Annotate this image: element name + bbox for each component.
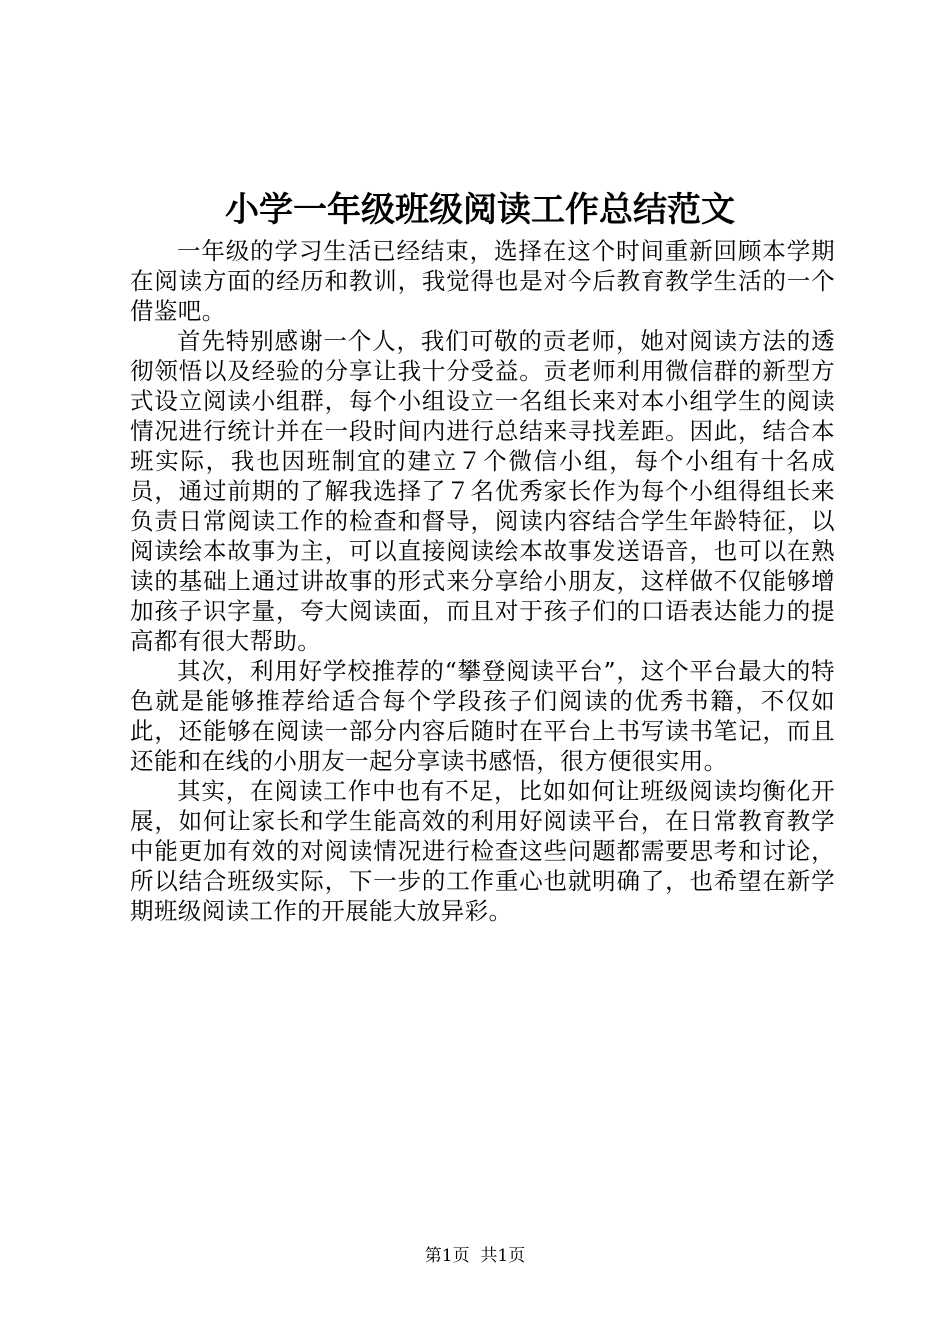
page-footer	[0, 1244, 950, 1268]
paragraph-2: 首先特别感谢一个人，我们可敬的贡老师，她对阅读方法的透彻领悟以及经验的分享让我十分受益。贡老师利用微信群的新型方式设立阅读小组群，每个小组设立一名组长来对本小组学生的阅读情况进行统计并在一段时间内进行总结来寻找差距。因此，结合本班实际，我也因班制宜的建立７个微信小组，每个小组有十名成员，通过前期的了解我选择了７名优秀家长作为每个小组得组长来负责日常阅读工作的检查和督导，阅读内容结合学生年龄特征，以阅读绘本故事为主，可以直接阅读绘本故事发送语音，也可以在熟读的基础上通过讲故事的形式来分享给小朋友，这样做不仅能够增加孩子识字量，夸大阅读面，而且对于孩子们的口语表达能力的提高都有很大帮助。	[130, 327, 835, 655]
paragraph-4: 其实，在阅读工作中也有不足，比如如何让班级阅读均衡化开展，如何让家长和学生能高效的利用好阅读平台，在日常教育教学中能更加有效的对阅读情况进行检查这些问题都需要思考和讨论，所以结合班级实际，下一步的工作重心也就明确了，也希望在新学期班级阅读工作的开展能大放异彩。	[130, 777, 835, 925]
page-number: 第1页	[424, 1246, 470, 1266]
paragraph-3: 其次，利用好学校推荐的“攀登阅读平台”，这个平台最大的特色就是能够推荐给适合每个学段孩子们阅读的优秀书籍，不仅如此，还能够在阅读一部分内容后随时在平台上书写读书笔记，而且还能和在线的小朋友一起分享读书感悟，很方便很实用。	[130, 657, 835, 775]
page-total: 共1页	[480, 1246, 526, 1266]
document-body	[130, 236, 835, 926]
paragraph-1: 一年级的学习生活已经结束，选择在这个时间重新回顾本学期在阅读方面的经历和教训，我觉得也是对今后教育教学生活的一个借鉴吧。	[130, 237, 835, 325]
document-title: 小学一年级班级阅读工作总结范文	[225, 190, 735, 230]
